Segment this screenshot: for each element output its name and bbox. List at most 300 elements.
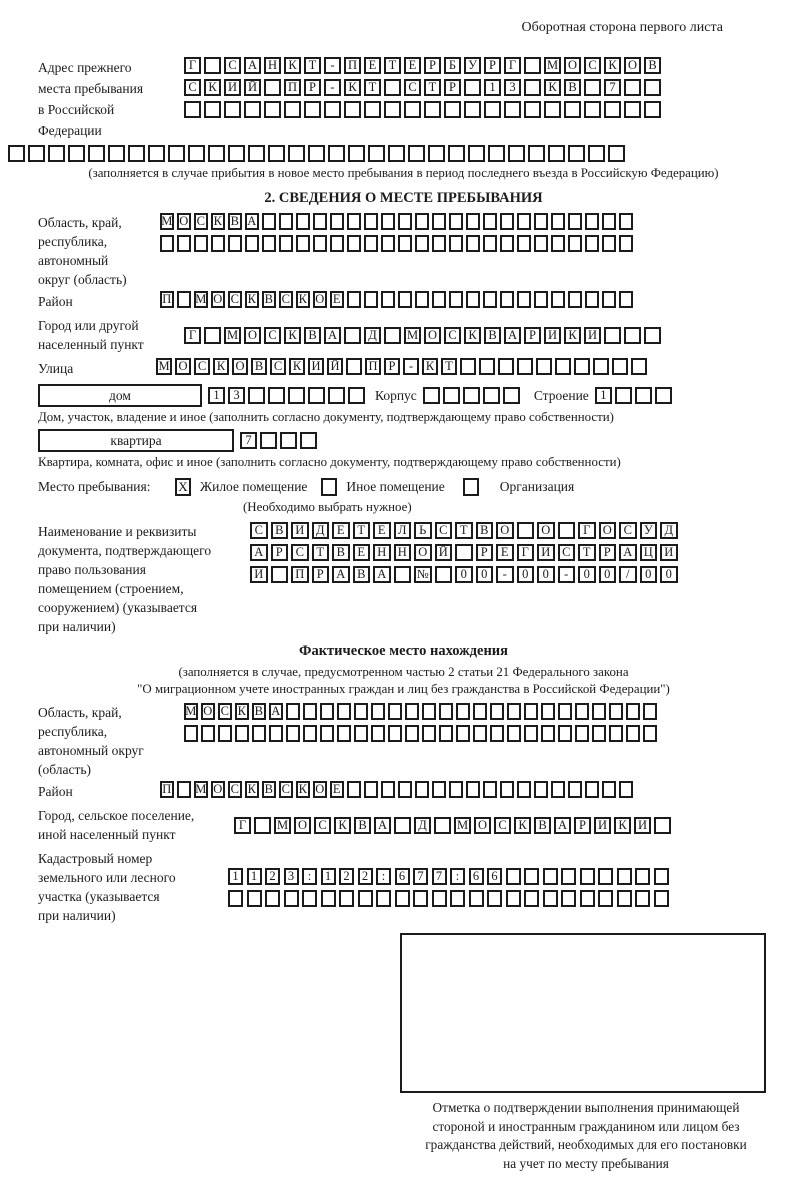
char-cell[interactable] <box>395 890 410 907</box>
char-cell[interactable]: И <box>537 544 555 561</box>
char-cell[interactable] <box>244 101 261 118</box>
char-cell[interactable]: 1 <box>208 387 225 404</box>
char-cell[interactable] <box>507 703 521 720</box>
char-cell[interactable] <box>524 57 541 74</box>
char-cell[interactable] <box>328 145 345 162</box>
char-cell[interactable]: - <box>403 358 419 375</box>
char-cell[interactable] <box>517 522 535 539</box>
char-cell[interactable]: А <box>619 544 637 561</box>
char-cell[interactable] <box>524 890 539 907</box>
char-cell[interactable]: Л <box>394 522 412 539</box>
char-cell[interactable]: О <box>232 358 248 375</box>
char-cell[interactable] <box>354 703 368 720</box>
char-cell[interactable] <box>534 781 548 798</box>
char-cell[interactable] <box>368 145 385 162</box>
char-cell[interactable] <box>337 725 351 742</box>
char-cell[interactable]: С <box>279 781 293 798</box>
org-checkbox[interactable] <box>463 478 479 496</box>
char-cell[interactable] <box>517 358 533 375</box>
char-cell[interactable] <box>204 57 221 74</box>
char-cell[interactable]: А <box>245 213 259 230</box>
char-cell[interactable] <box>376 890 391 907</box>
char-cell[interactable] <box>517 213 531 230</box>
char-cell[interactable] <box>585 235 599 252</box>
char-cell[interactable] <box>423 387 440 404</box>
char-cell[interactable] <box>339 890 354 907</box>
char-cell[interactable] <box>450 890 465 907</box>
char-cell[interactable]: 0 <box>517 566 535 583</box>
char-cell[interactable]: О <box>414 544 432 561</box>
char-cell[interactable] <box>455 544 473 561</box>
char-cell[interactable]: Т <box>304 57 321 74</box>
char-cell[interactable]: Е <box>332 522 350 539</box>
char-cell[interactable] <box>504 101 521 118</box>
char-cell[interactable] <box>524 101 541 118</box>
char-cell[interactable] <box>635 387 652 404</box>
char-cell[interactable]: И <box>660 544 678 561</box>
char-cell[interactable] <box>541 703 555 720</box>
char-cell[interactable]: : <box>302 868 317 885</box>
char-cell[interactable] <box>284 101 301 118</box>
char-cell[interactable] <box>398 291 412 308</box>
char-cell[interactable]: Г <box>504 57 521 74</box>
char-cell[interactable] <box>268 145 285 162</box>
char-cell[interactable] <box>371 703 385 720</box>
char-cell[interactable] <box>483 291 497 308</box>
char-cell[interactable] <box>602 213 616 230</box>
char-cell[interactable]: 0 <box>537 566 555 583</box>
char-cell[interactable] <box>568 235 582 252</box>
char-cell[interactable] <box>228 890 243 907</box>
char-cell[interactable] <box>558 703 572 720</box>
char-cell[interactable]: И <box>584 327 601 344</box>
char-cell[interactable] <box>534 213 548 230</box>
char-cell[interactable] <box>464 79 481 96</box>
char-cell[interactable]: 0 <box>476 566 494 583</box>
char-cell[interactable] <box>626 725 640 742</box>
char-cell[interactable] <box>456 703 470 720</box>
char-cell[interactable] <box>580 868 595 885</box>
char-cell[interactable] <box>635 890 650 907</box>
char-cell[interactable]: К <box>604 57 621 74</box>
char-cell[interactable] <box>483 387 500 404</box>
char-cell[interactable] <box>568 145 585 162</box>
char-cell[interactable]: 3 <box>228 387 245 404</box>
char-cell[interactable] <box>541 725 555 742</box>
char-cell[interactable] <box>609 725 623 742</box>
char-cell[interactable] <box>463 387 480 404</box>
char-cell[interactable] <box>354 725 368 742</box>
char-cell[interactable] <box>286 725 300 742</box>
char-cell[interactable]: № <box>414 566 432 583</box>
char-cell[interactable] <box>388 703 402 720</box>
char-cell[interactable] <box>384 101 401 118</box>
char-cell[interactable] <box>439 725 453 742</box>
char-cell[interactable]: М <box>195 782 207 797</box>
char-cell[interactable] <box>358 890 373 907</box>
char-cell[interactable] <box>364 235 378 252</box>
char-cell[interactable]: Т <box>353 522 371 539</box>
char-cell[interactable] <box>449 213 463 230</box>
char-cell[interactable] <box>264 101 281 118</box>
char-cell[interactable]: О <box>599 522 617 539</box>
char-cell[interactable]: С <box>184 79 201 96</box>
char-cell[interactable] <box>524 79 541 96</box>
char-cell[interactable] <box>415 213 429 230</box>
char-cell[interactable]: О <box>211 781 225 798</box>
char-cell[interactable] <box>68 145 85 162</box>
char-cell[interactable] <box>228 235 242 252</box>
char-cell[interactable]: А <box>374 817 391 834</box>
char-cell[interactable]: Д <box>312 522 330 539</box>
char-cell[interactable]: А <box>324 327 341 344</box>
char-cell[interactable] <box>598 868 613 885</box>
char-cell[interactable]: Е <box>364 57 381 74</box>
char-cell[interactable]: С <box>194 213 208 230</box>
char-cell[interactable] <box>488 145 505 162</box>
char-cell[interactable]: Г <box>578 522 596 539</box>
char-cell[interactable] <box>464 101 481 118</box>
char-cell[interactable] <box>517 291 531 308</box>
char-cell[interactable] <box>617 890 632 907</box>
char-cell[interactable]: В <box>332 544 350 561</box>
char-cell[interactable]: П <box>160 291 174 308</box>
char-cell[interactable] <box>619 213 633 230</box>
char-cell[interactable] <box>434 817 451 834</box>
char-cell[interactable]: М <box>454 817 471 834</box>
char-cell[interactable]: Н <box>264 57 281 74</box>
char-cell[interactable]: 7 <box>604 79 621 96</box>
char-cell[interactable]: Д <box>414 817 431 834</box>
char-cell[interactable]: К <box>284 327 301 344</box>
char-cell[interactable] <box>592 703 606 720</box>
char-cell[interactable]: Г <box>234 817 251 834</box>
char-cell[interactable] <box>655 387 672 404</box>
char-cell[interactable]: Д <box>660 522 678 539</box>
char-cell[interactable]: Е <box>496 544 514 561</box>
char-cell[interactable] <box>524 703 538 720</box>
char-cell[interactable]: Р <box>271 544 289 561</box>
char-cell[interactable] <box>448 145 465 162</box>
char-cell[interactable] <box>568 781 582 798</box>
char-cell[interactable]: П <box>344 57 361 74</box>
char-cell[interactable] <box>364 291 378 308</box>
char-cell[interactable]: Г <box>184 327 201 344</box>
char-cell[interactable] <box>194 235 208 252</box>
char-cell[interactable] <box>443 387 460 404</box>
char-cell[interactable]: 2 <box>265 868 280 885</box>
char-cell[interactable]: П <box>291 566 309 583</box>
char-cell[interactable]: 3 <box>284 868 299 885</box>
char-cell[interactable] <box>604 327 621 344</box>
char-cell[interactable]: 2 <box>358 868 373 885</box>
char-cell[interactable] <box>381 781 395 798</box>
char-cell[interactable]: О <box>244 327 261 344</box>
char-cell[interactable] <box>524 868 539 885</box>
char-cell[interactable] <box>449 781 463 798</box>
char-cell[interactable]: С <box>404 79 421 96</box>
char-cell[interactable] <box>254 817 271 834</box>
char-cell[interactable] <box>615 387 632 404</box>
char-cell[interactable] <box>235 725 249 742</box>
char-cell[interactable] <box>439 703 453 720</box>
char-cell[interactable]: Р <box>574 817 591 834</box>
char-cell[interactable]: В <box>228 213 242 230</box>
char-cell[interactable]: / <box>619 566 637 583</box>
char-cell[interactable]: В <box>271 522 289 539</box>
char-cell[interactable]: Т <box>384 57 401 74</box>
char-cell[interactable] <box>248 387 265 404</box>
char-cell[interactable]: В <box>353 566 371 583</box>
char-cell[interactable] <box>551 291 565 308</box>
char-cell[interactable]: - <box>496 566 514 583</box>
char-cell[interactable]: Д <box>364 327 381 344</box>
char-cell[interactable]: К <box>204 79 221 96</box>
char-cell[interactable]: О <box>294 817 311 834</box>
char-cell[interactable] <box>574 358 590 375</box>
char-cell[interactable]: С <box>279 291 293 308</box>
char-cell[interactable] <box>444 101 461 118</box>
char-cell[interactable] <box>364 101 381 118</box>
char-cell[interactable]: Е <box>330 781 344 798</box>
char-cell[interactable] <box>88 145 105 162</box>
char-cell[interactable] <box>609 703 623 720</box>
char-cell[interactable] <box>575 725 589 742</box>
char-cell[interactable] <box>602 235 616 252</box>
char-cell[interactable] <box>484 101 501 118</box>
char-cell[interactable] <box>398 235 412 252</box>
char-cell[interactable]: 0 <box>640 566 658 583</box>
char-cell[interactable] <box>612 358 628 375</box>
char-cell[interactable] <box>348 387 365 404</box>
char-cell[interactable] <box>252 725 266 742</box>
char-cell[interactable] <box>473 725 487 742</box>
char-cell[interactable] <box>490 725 504 742</box>
char-cell[interactable] <box>422 703 436 720</box>
char-cell[interactable]: В <box>484 327 501 344</box>
char-cell[interactable] <box>177 235 191 252</box>
char-cell[interactable]: О <box>564 57 581 74</box>
char-cell[interactable]: Ц <box>640 544 658 561</box>
char-cell[interactable]: С <box>224 57 241 74</box>
char-cell[interactable] <box>364 781 378 798</box>
char-cell[interactable]: Е <box>353 544 371 561</box>
char-cell[interactable] <box>337 703 351 720</box>
char-cell[interactable]: Р <box>304 79 321 96</box>
char-cell[interactable] <box>303 703 317 720</box>
char-cell[interactable] <box>424 101 441 118</box>
char-cell[interactable] <box>108 145 125 162</box>
char-cell[interactable]: О <box>537 522 555 539</box>
char-cell[interactable] <box>551 235 565 252</box>
char-cell[interactable] <box>204 327 221 344</box>
char-cell[interactable]: О <box>474 817 491 834</box>
char-cell[interactable]: Й <box>435 544 453 561</box>
char-cell[interactable]: Е <box>373 522 391 539</box>
char-cell[interactable] <box>544 101 561 118</box>
char-cell[interactable] <box>398 213 412 230</box>
char-cell[interactable]: Т <box>578 544 596 561</box>
char-cell[interactable] <box>626 703 640 720</box>
char-cell[interactable] <box>528 145 545 162</box>
char-cell[interactable]: Е <box>404 57 421 74</box>
char-cell[interactable] <box>346 358 362 375</box>
char-cell[interactable]: Б <box>444 57 461 74</box>
char-cell[interactable] <box>524 725 538 742</box>
char-cell[interactable]: К <box>296 781 310 798</box>
char-cell[interactable] <box>288 387 305 404</box>
char-cell[interactable] <box>460 358 476 375</box>
char-cell[interactable] <box>184 725 198 742</box>
char-cell[interactable]: Р <box>476 544 494 561</box>
char-cell[interactable] <box>302 890 317 907</box>
char-cell[interactable]: М <box>544 57 561 74</box>
char-cell[interactable] <box>643 703 657 720</box>
char-cell[interactable] <box>503 387 520 404</box>
char-cell[interactable]: В <box>262 781 276 798</box>
char-cell[interactable]: К <box>564 327 581 344</box>
char-cell[interactable] <box>405 725 419 742</box>
char-cell[interactable] <box>585 781 599 798</box>
char-cell[interactable] <box>654 817 671 834</box>
char-cell[interactable] <box>466 235 480 252</box>
char-cell[interactable]: С <box>250 522 268 539</box>
char-cell[interactable] <box>296 213 310 230</box>
char-cell[interactable] <box>619 781 633 798</box>
char-cell[interactable] <box>303 725 317 742</box>
char-cell[interactable]: Р <box>444 79 461 96</box>
char-cell[interactable] <box>320 725 334 742</box>
char-cell[interactable]: О <box>175 358 191 375</box>
char-cell[interactable] <box>561 890 576 907</box>
char-cell[interactable] <box>575 703 589 720</box>
char-cell[interactable] <box>551 781 565 798</box>
char-cell[interactable] <box>432 781 446 798</box>
char-cell[interactable] <box>208 145 225 162</box>
char-cell[interactable] <box>585 213 599 230</box>
char-cell[interactable] <box>348 145 365 162</box>
char-cell[interactable] <box>468 145 485 162</box>
char-cell[interactable] <box>619 235 633 252</box>
char-cell[interactable] <box>432 213 446 230</box>
char-cell[interactable]: К <box>334 817 351 834</box>
char-cell[interactable]: Р <box>484 57 501 74</box>
char-cell[interactable]: Е <box>330 291 344 308</box>
char-cell[interactable]: Ь <box>414 522 432 539</box>
char-cell[interactable] <box>269 725 283 742</box>
char-cell[interactable]: С <box>264 327 281 344</box>
char-cell[interactable] <box>177 291 191 308</box>
char-cell[interactable] <box>347 781 361 798</box>
char-cell[interactable] <box>432 235 446 252</box>
char-cell[interactable] <box>28 145 45 162</box>
char-cell[interactable] <box>608 145 625 162</box>
char-cell[interactable] <box>388 145 405 162</box>
char-cell[interactable] <box>394 566 412 583</box>
char-cell[interactable] <box>555 358 571 375</box>
char-cell[interactable]: М <box>274 817 291 834</box>
char-cell[interactable]: М <box>195 292 207 307</box>
char-cell[interactable] <box>413 890 428 907</box>
char-cell[interactable]: К <box>422 358 438 375</box>
char-cell[interactable]: 1 <box>595 387 612 404</box>
char-cell[interactable] <box>449 235 463 252</box>
char-cell[interactable] <box>564 101 581 118</box>
char-cell[interactable] <box>286 703 300 720</box>
char-cell[interactable] <box>405 703 419 720</box>
char-cell[interactable] <box>435 566 453 583</box>
char-cell[interactable]: Р <box>524 327 541 344</box>
char-cell[interactable]: М <box>224 327 241 344</box>
char-cell[interactable]: П <box>284 79 301 96</box>
char-cell[interactable]: О <box>177 213 191 230</box>
char-cell[interactable]: В <box>476 522 494 539</box>
char-cell[interactable]: С <box>444 327 461 344</box>
char-cell[interactable]: Т <box>424 79 441 96</box>
char-cell[interactable]: О <box>313 291 327 308</box>
char-cell[interactable] <box>308 145 325 162</box>
char-cell[interactable]: К <box>544 79 561 96</box>
char-cell[interactable] <box>534 291 548 308</box>
char-cell[interactable]: 7 <box>240 432 257 449</box>
char-cell[interactable] <box>624 327 641 344</box>
char-cell[interactable]: С <box>584 57 601 74</box>
char-cell[interactable]: К <box>284 57 301 74</box>
char-cell[interactable] <box>432 890 447 907</box>
char-cell[interactable]: К <box>235 703 249 720</box>
char-cell[interactable]: В <box>564 79 581 96</box>
char-cell[interactable]: П <box>365 358 381 375</box>
char-cell[interactable] <box>654 890 669 907</box>
char-cell[interactable] <box>588 145 605 162</box>
char-cell[interactable]: К <box>344 79 361 96</box>
char-cell[interactable]: 7 <box>432 868 447 885</box>
char-cell[interactable] <box>324 101 341 118</box>
char-cell[interactable] <box>644 79 661 96</box>
char-cell[interactable] <box>644 327 661 344</box>
char-cell[interactable] <box>568 213 582 230</box>
char-cell[interactable]: Й <box>244 79 261 96</box>
char-cell[interactable]: - <box>324 79 341 96</box>
char-cell[interactable] <box>432 291 446 308</box>
char-cell[interactable]: Р <box>384 358 400 375</box>
char-cell[interactable] <box>384 327 401 344</box>
char-cell[interactable] <box>449 291 463 308</box>
char-cell[interactable] <box>381 291 395 308</box>
char-cell[interactable] <box>177 781 191 798</box>
char-cell[interactable] <box>381 235 395 252</box>
char-cell[interactable]: С <box>314 817 331 834</box>
char-cell[interactable] <box>585 291 599 308</box>
char-cell[interactable]: С <box>291 544 309 561</box>
char-cell[interactable]: А <box>332 566 350 583</box>
char-cell[interactable]: О <box>496 522 514 539</box>
char-cell[interactable] <box>415 781 429 798</box>
char-cell[interactable] <box>347 291 361 308</box>
char-cell[interactable] <box>388 725 402 742</box>
char-cell[interactable] <box>498 358 514 375</box>
char-cell[interactable] <box>487 890 502 907</box>
char-cell[interactable] <box>619 291 633 308</box>
char-cell[interactable] <box>580 890 595 907</box>
char-cell[interactable] <box>483 235 497 252</box>
char-cell[interactable]: С <box>558 544 576 561</box>
char-cell[interactable] <box>602 291 616 308</box>
char-cell[interactable]: - <box>558 566 576 583</box>
char-cell[interactable]: А <box>269 703 283 720</box>
char-cell[interactable]: О <box>424 327 441 344</box>
char-cell[interactable]: К <box>514 817 531 834</box>
